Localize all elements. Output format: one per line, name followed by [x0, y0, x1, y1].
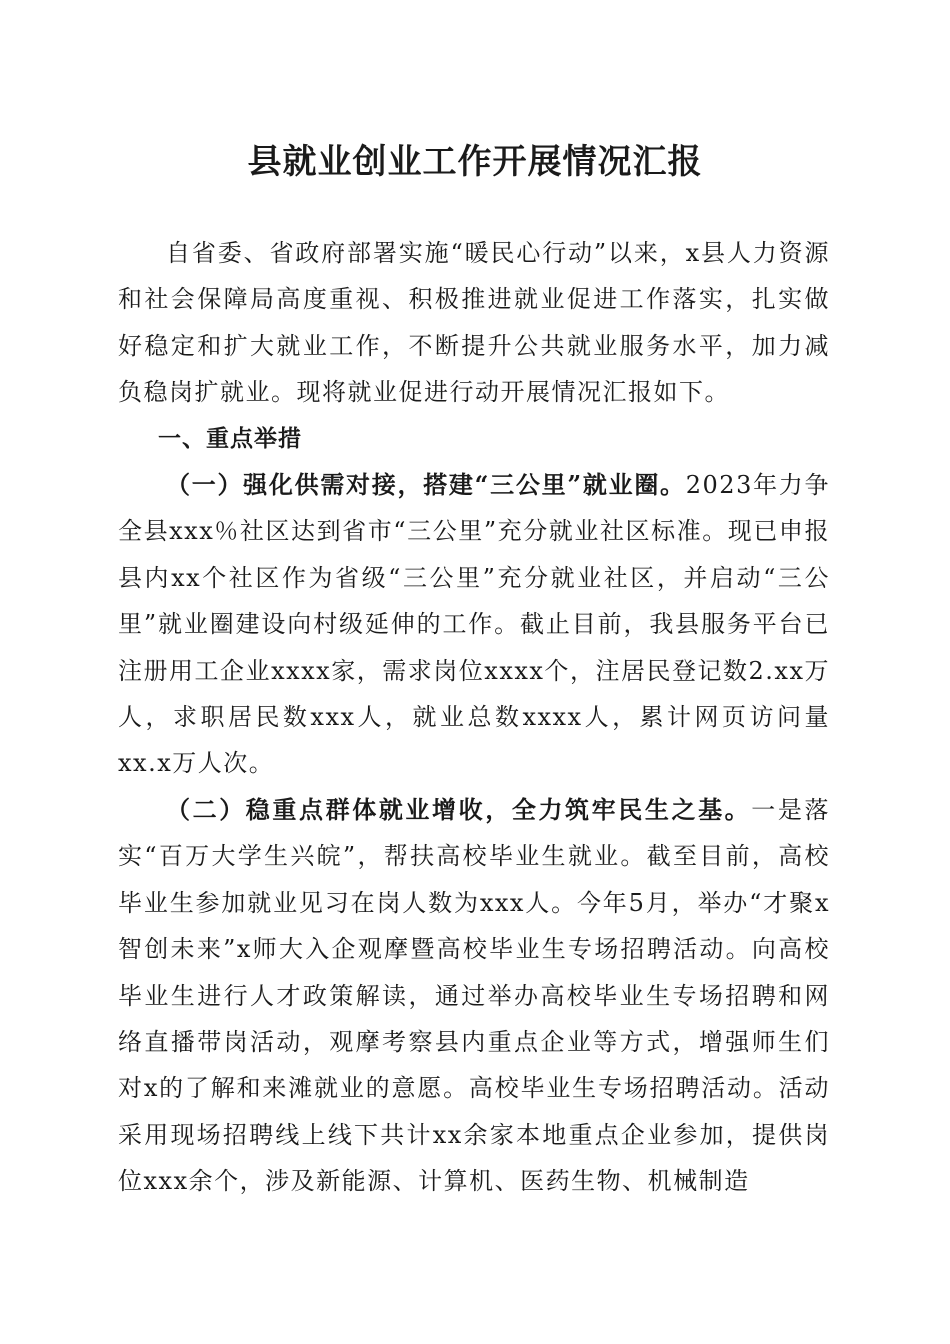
subsection-text-1: 2023年力争全县xxx％社区达到省市“三公里”充分就业社区标准。现已申报县内xx个社区作为省级“三公里”充分就业社区，并启动“三公里”就业圈建设向村级延伸的工作。截止目前，我县服务平台已注册用工企业xxxx家，需求岗位xxxx个，注居民登记数2.xx万人，求职居民数xxx人，就业总数xxxx人，累计网页访问量xx.x万人次。	[118, 471, 831, 778]
subsection-paragraph-1	[118, 462, 830, 787]
document-body	[118, 230, 830, 1205]
subsection-lead-1: （一）强化供需对接，搭建“三公里”就业圈。	[166, 470, 686, 500]
subsection-lead-2: （二）稳重点群体就业增收，全力筑牢民生之基。	[166, 794, 752, 824]
document-title: 县就业创业工作开展情况汇报	[247, 142, 703, 182]
subsection-paragraph-2	[118, 787, 830, 1205]
section-heading: 一、重点举措	[158, 425, 302, 452]
intro-paragraph: 自省委、省政府部署实施“暖民心行动”以来，x县人力资源和社会保障局高度重视、积极推进就业促进工作落实，扎实做好稳定和扩大就业工作，不断提升公共就业服务水平，加力减负稳岗扩就业。现将就业促进行动开展情况汇报如下。	[118, 239, 830, 407]
subsection-text-2: 一是落实“百万大学生兴皖”，帮扶高校毕业生就业。截至目前，高校毕业生参加就业见习在岗人数为xxx人。今年5月，举办“才聚x智创未来”x师大入企观摩暨高校毕业生专场招聘活动。向高校毕业生进行人才政策解读，通过举办高校毕业生专场招聘和网络直播带岗活动，观摩考察县内重点企业等方式，增强师生们对x的了解和来滩就业的意愿。高校毕业生专场招聘活动。活动采用现场招聘线上线下共计xx余家本地重点企业参加，提供岗位xxx余个，涉及新能源、计算机、医药生物、机械制造	[118, 795, 831, 1196]
